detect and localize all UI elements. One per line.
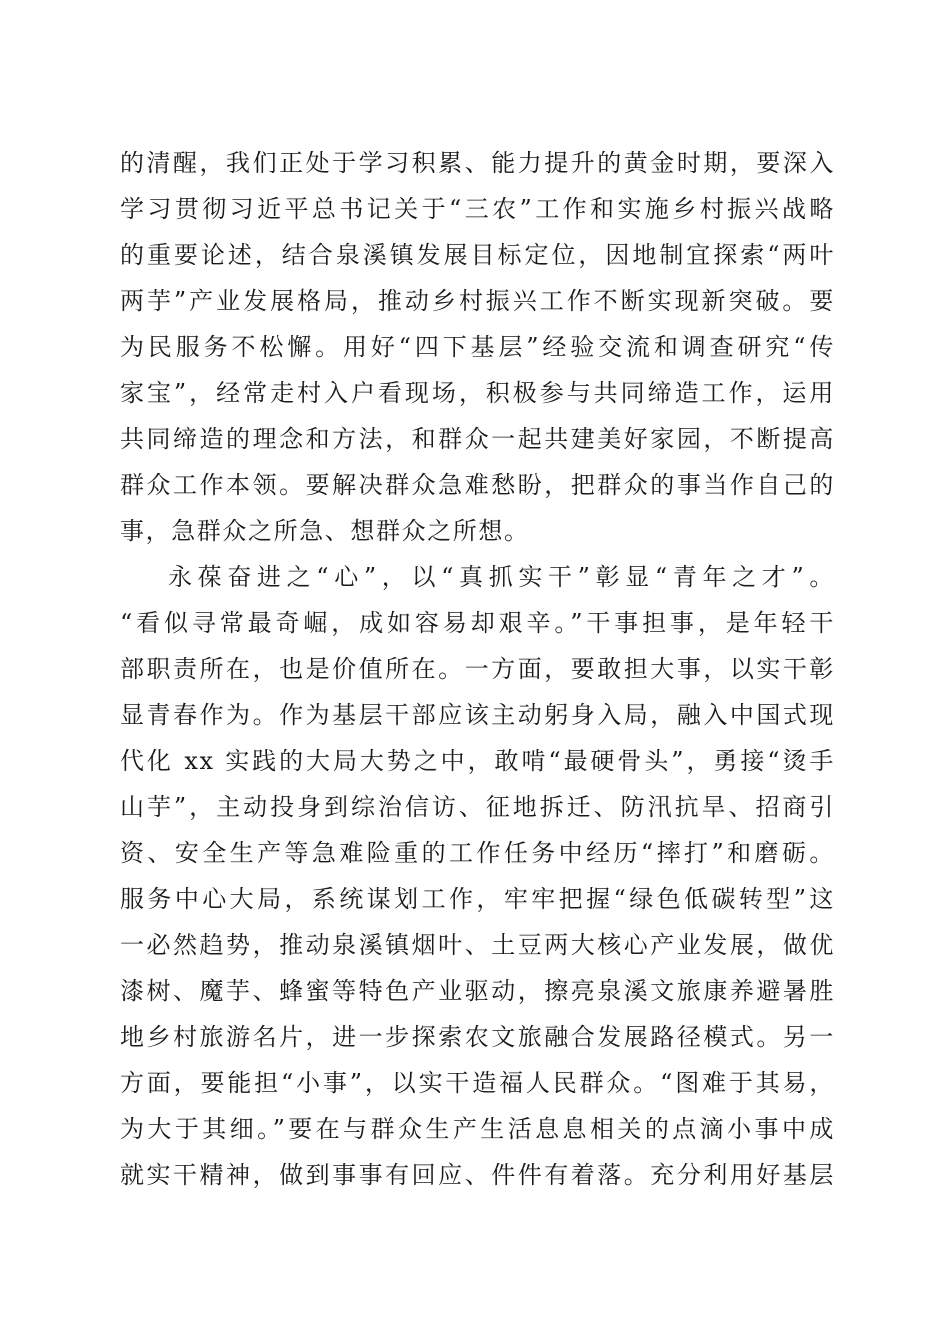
paragraph-1-line-7: 共同缔造的理念和方法，和群众一起共建美好家园，不断提高	[120, 425, 835, 453]
paragraph-2-line-12: 方面，要能担“小事”，以实干造福人民群众。“图难于其易，	[120, 1069, 835, 1097]
paragraph-2-line-14: 就实干精神，做到事事有回应、件件有着落。充分利用好基层	[120, 1161, 835, 1189]
paragraph-2-line-13: 为大于其细。”要在与群众生产生活息息相关的点滴小事中成	[120, 1115, 835, 1143]
paragraph-2-line-5: 代化 xx 实践的大局大势之中，敢啃“最硬骨头”，勇接“烫手	[120, 747, 835, 775]
paragraph-2-line-2: “看似寻常最奇崛，成如容易却艰辛。”干事担事，是年轻干	[120, 609, 835, 637]
paragraph-2-line-8: 服务中心大局，系统谋划工作，牢牢把握“绿色低碳转型”这	[120, 885, 835, 913]
paragraph-2-line-7: 资、安全生产等急难险重的工作任务中经历“摔打”和磨砺。	[120, 839, 835, 867]
document-body	[120, 140, 835, 1198]
paragraph-1-line-8: 群众工作本领。要解决群众急难愁盼，把群众的事当作自己的	[120, 471, 835, 499]
paragraph-2-line-3: 部职责所在，也是价值所在。一方面，要敢担大事，以实干彰	[120, 655, 835, 683]
paragraph-1-line-9: 事，急群众之所急、想群众之所想。	[120, 517, 530, 545]
paragraph-1-line-2: 学习贯彻习近平总书记关于“三农”工作和实施乡村振兴战略	[120, 195, 835, 223]
paragraph-2-line-1: 永葆奋进之“心”，以“真抓实干”彰显“青年之才”。	[168, 563, 835, 591]
paragraph-2-line-6: 山芋”，主动投身到综治信访、征地拆迁、防汛抗旱、招商引	[120, 793, 835, 821]
paragraph-2-line-11: 地乡村旅游名片，进一步探索农文旅融合发展路径模式。另一	[120, 1023, 835, 1051]
paragraph-1-line-4: 两芋”产业发展格局，推动乡村振兴工作不断实现新突破。要	[120, 287, 835, 315]
paragraph-1-line-1: 的清醒，我们正处于学习积累、能力提升的黄金时期，要深入	[120, 149, 835, 177]
paragraph-2-line-10: 漆树、魔芋、蜂蜜等特色产业驱动，擦亮泉溪文旅康养避暑胜	[120, 977, 835, 1005]
paragraph-1-line-5: 为民服务不松懈。用好“四下基层”经验交流和调查研究“传	[120, 333, 835, 361]
paragraph-2-line-4: 显青春作为。作为基层干部应该主动躬身入局，融入中国式现	[120, 701, 835, 729]
paragraph-1-line-3: 的重要论述，结合泉溪镇发展目标定位，因地制宜探索“两叶	[120, 241, 835, 269]
paragraph-2-line-9: 一必然趋势，推动泉溪镇烟叶、土豆两大核心产业发展，做优	[120, 931, 835, 959]
paragraph-1-line-6: 家宝”，经常走村入户看现场，积极参与共同缔造工作，运用	[120, 379, 835, 407]
